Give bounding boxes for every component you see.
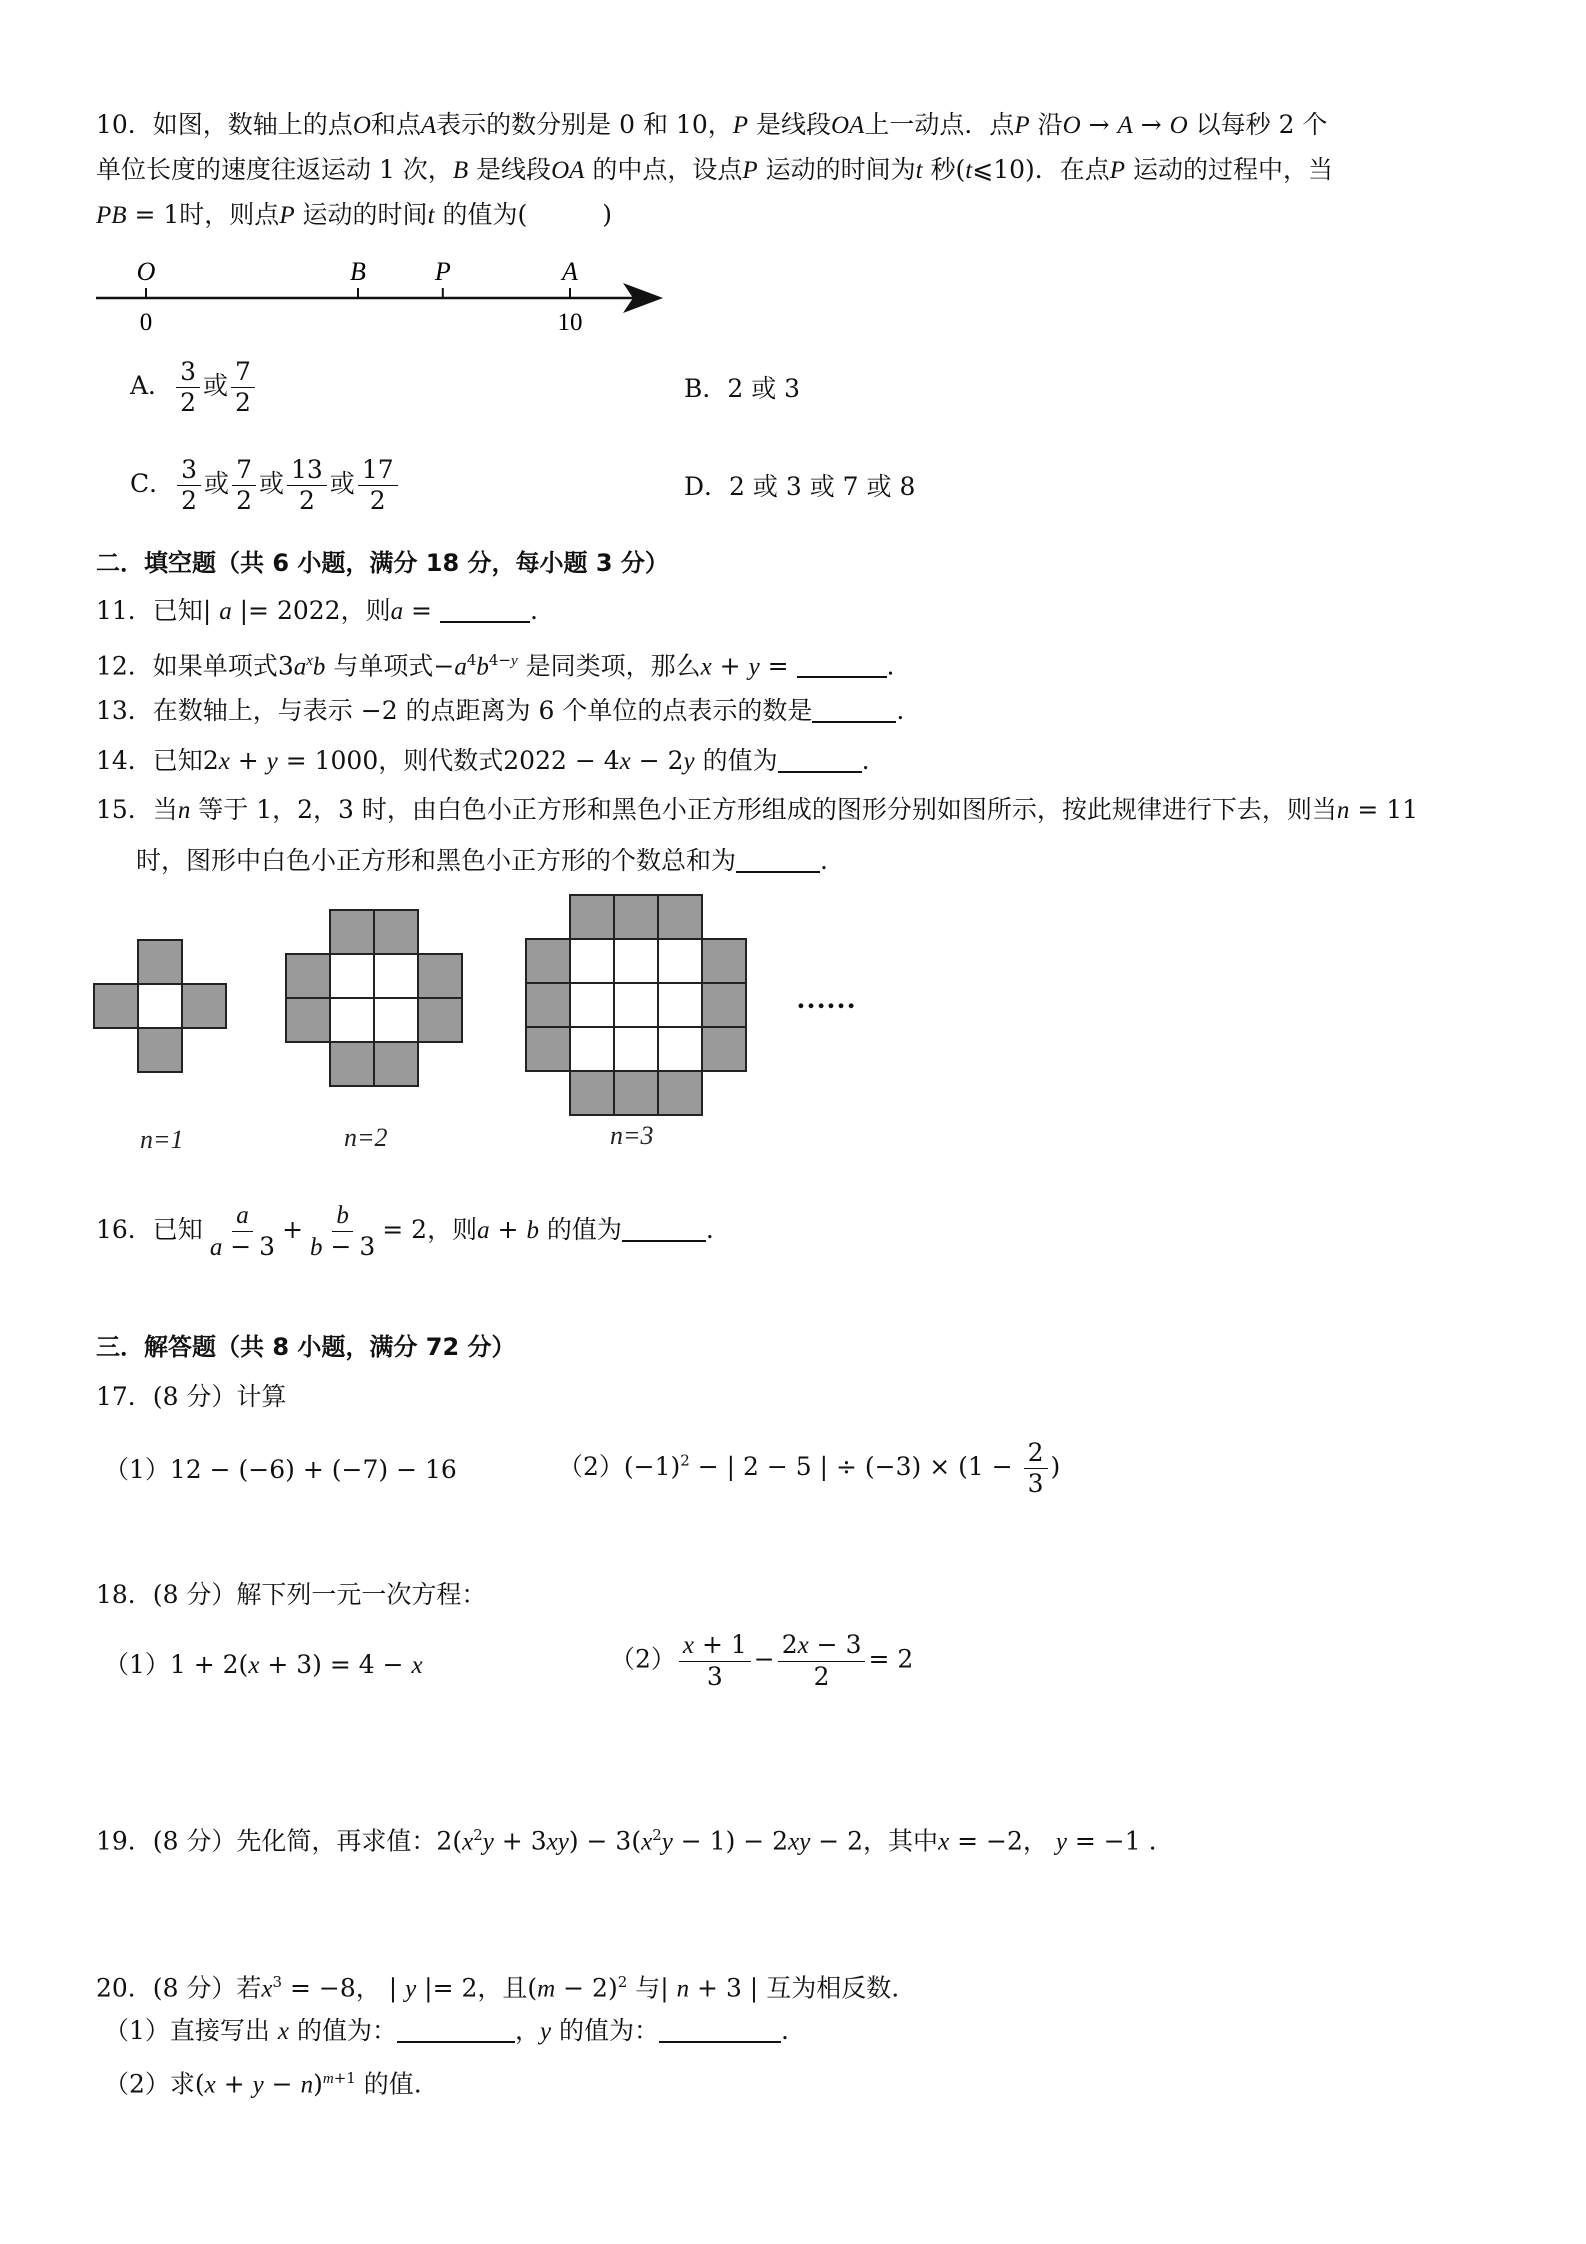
- number-line-figure: [90, 252, 670, 342]
- q18: 18．(8 分）解下列一元一次方程：: [96, 1580, 487, 1609]
- label-n3: n=3: [610, 1121, 654, 1150]
- black-square: [374, 910, 418, 954]
- q19: 19．(8 分）先化简，再求值：$2(x^2y + 3xy) - 3(x^2y - 1) - 2xy - 2$，其中x = −2， y = −1 .: [96, 1826, 1157, 1856]
- point-label-p: P: [434, 257, 451, 286]
- q12: 12．如果单项式$3a^xb$ 与单项式$-a^4b^{4-y}$ 是同类项，那么x + y = .: [96, 643, 894, 684]
- black-square: [526, 983, 570, 1027]
- point-label-b: B: [350, 257, 366, 286]
- black-square: [330, 910, 374, 954]
- black-square: [286, 998, 330, 1042]
- black-square: [614, 1071, 658, 1115]
- black-square: [702, 983, 746, 1027]
- white-square: [614, 1027, 658, 1071]
- point-label-a: A: [562, 257, 578, 286]
- white-square: [570, 1027, 614, 1071]
- black-square: [614, 895, 658, 939]
- white-square: [374, 954, 418, 998]
- white-square: [330, 954, 374, 998]
- pattern-n2: [286, 910, 462, 1086]
- q17: 17．(8 分）计算: [96, 1382, 287, 1411]
- black-square: [138, 940, 182, 984]
- section-3-heading: 三．解答题（共 8 小题，满分 72 分）: [96, 1333, 516, 1361]
- black-square: [702, 1027, 746, 1071]
- black-square: [526, 939, 570, 983]
- white-square: [658, 1027, 702, 1071]
- q20-part2: （2）求$(x + y - n)^{m+1}$ 的值.: [104, 2069, 422, 2099]
- q15-line2: 时，图形中白色小正方形和黑色小正方形的个数总和为 .: [136, 843, 828, 878]
- option-d: D．2 或 3 或 7 或 8: [684, 472, 916, 501]
- q18-part1: （1）1 + 2(x + 3) = 4 − x: [104, 1650, 423, 1679]
- black-square: [526, 1027, 570, 1071]
- black-square: [570, 895, 614, 939]
- q20: 20．(8 分）若$x^3 = -8$， | y |= 2，且$(m - 2)^2$ 与| n + 3 | 互为相反数.: [96, 1973, 900, 2003]
- tick-value-o: 0: [139, 309, 153, 336]
- q13: 13．在数轴上，与表示 −2 的点距离为 6 个单位的点表示的数是 .: [96, 693, 904, 728]
- q15-line1: 15．当n 等于 1，2，3 时，由白色小正方形和黑色小正方形组成的图形分别如图所示，按此规律进行下去，则当n = 11: [96, 795, 1419, 824]
- q10-line2: 单位长度的速度往返运动 1 次，B 是线段OA 的中点，设点P 运动的时间为t 秒(t⩽10)．在点P 运动的过程中，当: [96, 155, 1334, 184]
- black-square: [374, 1042, 418, 1086]
- option-a: A． $\frac{3}{2}$ 或 $\frac{7}{2}$: [130, 357, 258, 418]
- black-square: [138, 1028, 182, 1072]
- point-label-o: O: [136, 257, 156, 286]
- q17-part2: $(2)(-1)^2$ − | 2 − 5 | ÷ (−3) × (1 − $\frac{2}{3}$ ): [558, 1438, 1061, 1498]
- white-square: [570, 939, 614, 983]
- white-square: [330, 998, 374, 1042]
- black-square: [418, 998, 462, 1042]
- q14: 14．已知2x + y = 1000，则代数式2022 − 4x − 2y 的值为 .: [96, 743, 870, 779]
- white-square: [138, 984, 182, 1028]
- black-square: [658, 895, 702, 939]
- black-square: [570, 1071, 614, 1115]
- black-square: [94, 984, 138, 1028]
- white-square: [374, 998, 418, 1042]
- white-square: [570, 983, 614, 1027]
- q17-part1: （1）12 − (−6) + (−7) − 16: [104, 1455, 457, 1484]
- white-square: [614, 983, 658, 1027]
- black-square: [658, 1071, 702, 1115]
- white-square: [658, 939, 702, 983]
- pattern-dots: ……: [796, 982, 856, 1015]
- q10-line3: PB = 1时，则点P 运动的时间t 的值为( ): [96, 200, 612, 229]
- tick-value-a: 10: [557, 309, 583, 336]
- option-b: B．2 或 3: [684, 374, 801, 403]
- black-square: [182, 984, 226, 1028]
- section-2-heading: 二．填空题（共 6 小题，满分 18 分，每小题 3 分）: [96, 549, 669, 577]
- q18-part2: （2） $\frac{x + 1}{3}$ − $\frac{2x - 3}{2}$ = 2: [610, 1630, 914, 1691]
- black-square: [286, 954, 330, 998]
- label-n2: n=2: [344, 1123, 388, 1152]
- black-square: [418, 954, 462, 998]
- q11: 11．已知| a |= 2022，则a = .: [96, 593, 538, 629]
- white-square: [658, 983, 702, 1027]
- pattern-n3: [526, 895, 746, 1115]
- label-n1: n=1: [140, 1125, 184, 1154]
- black-square: [702, 939, 746, 983]
- pattern-n1: [94, 940, 226, 1072]
- square-pattern-figure: [90, 890, 890, 1170]
- q20-part1: （1）直接写出 x 的值为： ，y 的值为： .: [104, 2013, 789, 2049]
- q16: 16．已知 $\frac{a}{a - 3}$ + $\frac{b}{b - 3}$ = 2，则a + b 的值为 .: [96, 1202, 714, 1261]
- black-square: [330, 1042, 374, 1086]
- white-square: [614, 939, 658, 983]
- option-c: C． $\frac{3}{2}$ 或 $\frac{7}{2}$ 或 $\frac{13}{2}$ 或 $\frac{17}{2}$: [130, 455, 401, 516]
- q10-line1: 10．如图，数轴上的点O和点A表示的数分别是 0 和 10，P 是线段OA上一动点．点P 沿O → A → O 以每秒 2 个: [96, 110, 1328, 139]
